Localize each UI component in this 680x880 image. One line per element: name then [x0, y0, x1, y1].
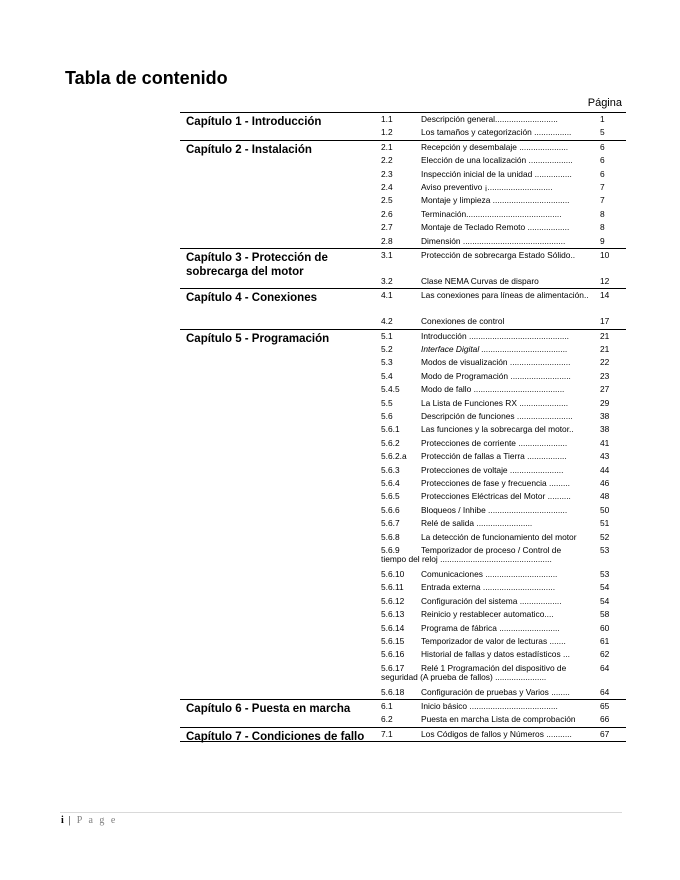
- entry-number: 2.2: [381, 155, 393, 166]
- entry-number: 5.6.16: [381, 649, 405, 660]
- entry-page: 53: [600, 544, 610, 555]
- entry-text: Clase NEMA Curvas de disparo: [421, 275, 539, 286]
- entry-number: 5.4: [381, 370, 393, 381]
- toc-chapter: [180, 140, 626, 248]
- entry-number: 2.8: [381, 235, 393, 246]
- entry-number: 6.2: [381, 714, 393, 725]
- entry-text: Las funciones y la sobrecarga del motor..: [421, 424, 574, 435]
- entry-text: Montaje de Teclado Remoto ..................: [421, 222, 570, 233]
- entry-page: 41: [600, 437, 610, 448]
- entry-text: Temporizador de valor de lecturas .......: [421, 635, 566, 646]
- toc-entry[interactable]: [180, 648, 626, 661]
- toc-entry[interactable]: [180, 154, 626, 167]
- entry-number: 5.6.9: [381, 544, 400, 555]
- entry-text: Elección de una localización ...................: [421, 155, 573, 166]
- entry-page: 12: [600, 275, 610, 286]
- entry-page: 6: [600, 168, 605, 179]
- toc-entry[interactable]: [180, 410, 626, 423]
- toc-entry[interactable]: [180, 531, 626, 544]
- entry-page: 62: [600, 649, 610, 660]
- entry-number: 2.3: [381, 168, 393, 179]
- toc-entry[interactable]: [180, 635, 626, 648]
- toc-entry[interactable]: [180, 686, 626, 699]
- entry-text: Entrada externa ...............................: [421, 582, 556, 593]
- toc-entry[interactable]: [180, 700, 626, 713]
- entry-text: Modo de fallo .......................................: [421, 384, 565, 395]
- toc-entry[interactable]: [180, 622, 626, 635]
- entry-text: Protecciones de corriente .....................: [421, 437, 568, 448]
- entry-page: 6: [600, 141, 605, 152]
- entry-text: Protecciones Eléctricas del Motor ..........: [421, 491, 571, 502]
- toc-entry[interactable]: [180, 423, 626, 436]
- entry-number: 2.6: [381, 208, 393, 219]
- toc-chapter: [180, 727, 626, 742]
- entry-number: 5.6.11: [381, 582, 404, 593]
- entry-number: 6.1: [381, 701, 393, 712]
- entry-page: 10: [600, 249, 610, 260]
- toc-entry[interactable]: [180, 608, 626, 621]
- page-column-header: Página: [587, 97, 622, 109]
- entry-text: Programa de fábrica ..........................: [421, 622, 560, 633]
- entry-text: Relé 1 Programación del dispositivo de: [421, 662, 567, 673]
- chapter-title[interactable]: Capítulo 7 - Condiciones de fallo: [186, 730, 365, 743]
- entry-text: La detección de funcionamiento del motor: [421, 531, 577, 542]
- toc-entry[interactable]: [180, 370, 626, 383]
- toc-entry[interactable]: [180, 330, 626, 343]
- entry-number: 4.2: [381, 316, 393, 327]
- page-footer: [61, 815, 117, 826]
- entry-text: Las conexiones para líneas de alimentación..: [421, 290, 589, 301]
- entry-text: Modo de Programación ..........................: [421, 370, 571, 381]
- entry-page: 54: [600, 582, 610, 593]
- entry-text: Montaje y limpieza .................................: [421, 195, 570, 206]
- toc-entry[interactable]: [180, 517, 626, 530]
- entry-number: 7.1: [381, 728, 393, 739]
- table-of-contents: [180, 112, 626, 742]
- entry-page: 6: [600, 155, 605, 166]
- toc-chapter: [180, 329, 626, 699]
- entry-page: 64: [600, 662, 610, 673]
- entry-text: Protección de fallas a Tierra .................: [421, 451, 567, 462]
- chapter-title[interactable]: Capítulo 4 - Conexiones: [186, 292, 317, 305]
- toc-entry[interactable]: [180, 464, 626, 477]
- toc-entry[interactable]: [180, 235, 626, 248]
- entry-page: 66: [600, 714, 610, 725]
- entry-text: Introducción ...........................................: [421, 330, 570, 341]
- entry-text: Inicio básico ......................................: [421, 701, 558, 712]
- entry-page: 51: [600, 518, 610, 529]
- entry-text: Puesta en marcha Lista de comprobación: [421, 714, 576, 725]
- entry-number: 5.6.2: [381, 437, 400, 448]
- toc-chapter: [180, 288, 626, 328]
- entry-number: 5.1: [381, 330, 393, 341]
- entry-text: Protecciones de voltaje .......................: [421, 464, 564, 475]
- entry-text: Terminación.........................................: [421, 208, 562, 219]
- entry-page: 38: [600, 411, 610, 422]
- toc-entry[interactable]: [180, 181, 626, 194]
- entry-number: 5.5: [381, 397, 393, 408]
- entry-number: 5.6.10: [381, 568, 405, 579]
- entry-page: 52: [600, 531, 610, 542]
- entry-text: Temporizador de proceso / Control de: [421, 544, 562, 555]
- entry-page: 38: [600, 424, 610, 435]
- entry-page: 5: [600, 127, 605, 138]
- entry-text: Protecciones de fase y frecuencia .........: [421, 477, 570, 488]
- entry-page: 67: [600, 728, 610, 739]
- entry-text: Comunicaciones ...............................: [421, 568, 558, 579]
- entry-text: Inspección inicial de la unidad ................: [421, 168, 572, 179]
- entry-text: Interface Digital .....................................: [421, 344, 568, 355]
- chapter-title[interactable]: Capítulo 6 - Puesta en marcha: [186, 703, 351, 716]
- entry-number: 5.4.5: [381, 384, 400, 395]
- footer-separator: |: [68, 815, 73, 826]
- entry-number: 5.6.3: [381, 464, 400, 475]
- entry-page: 1: [600, 114, 605, 124]
- toc-entry[interactable]: [180, 662, 626, 686]
- entry-page: 65: [600, 701, 610, 712]
- toc-entry[interactable]: [180, 208, 626, 221]
- entry-number: 5.6.6: [381, 504, 400, 515]
- entry-page: 23: [600, 370, 610, 381]
- toc-entry[interactable]: [180, 141, 626, 154]
- entry-number: 5.6: [381, 411, 393, 422]
- entry-page: 61: [600, 635, 610, 646]
- toc-entry[interactable]: [180, 113, 626, 126]
- entry-page: 29: [600, 397, 610, 408]
- chapter-title[interactable]: Capítulo 5 - Programación: [186, 332, 330, 345]
- entry-number: 3.2: [381, 275, 393, 286]
- entry-text: Dimensión ............................................: [421, 235, 566, 246]
- toc-entry[interactable]: [180, 568, 626, 581]
- toc-entry[interactable]: [180, 221, 626, 234]
- toc-chapter: [180, 112, 626, 140]
- entry-page: 46: [600, 477, 610, 488]
- toc-entry[interactable]: [180, 383, 626, 396]
- entry-number: 5.6.17: [381, 662, 405, 673]
- entry-page: 48: [600, 491, 610, 502]
- entry-number: 5.2: [381, 344, 393, 355]
- entry-page: 21: [600, 330, 610, 341]
- entry-number: 2.5: [381, 195, 393, 206]
- entry-text: La Lista de Funciones RX .....................: [421, 397, 569, 408]
- entry-number: 5.6.18: [381, 686, 405, 697]
- entry-text: Los Códigos de fallos y Números ...........: [421, 728, 572, 739]
- entry-text: Relé de salida ........................: [421, 518, 533, 529]
- toc-entry[interactable]: [180, 713, 626, 726]
- entry-text-continued: tiempo del reloj ................................................: [381, 553, 552, 564]
- footer-page-number: i: [61, 815, 64, 826]
- entry-text: Protección de sobrecarga Estado Sólido..: [421, 249, 576, 260]
- toc-chapter: [180, 699, 626, 727]
- entry-page: 21: [600, 344, 610, 355]
- entry-page: 53: [600, 568, 610, 579]
- entry-page: 58: [600, 609, 610, 620]
- entry-number: 5.6.1: [381, 424, 400, 435]
- chapter-title[interactable]: Capítulo 1 - Introducción: [186, 116, 322, 128]
- toc-entry[interactable]: [180, 397, 626, 410]
- entry-number: 5.6.12: [381, 595, 405, 606]
- entry-page: 8: [600, 222, 605, 233]
- entry-page: 50: [600, 504, 610, 515]
- entry-page: 9: [600, 235, 605, 246]
- entry-number: 5.6.2.a: [381, 451, 407, 462]
- entry-text: Historial de fallas y datos estadísticos ...: [421, 649, 570, 660]
- footer-page-word: P a g e: [76, 815, 118, 826]
- entry-number: 5.6.4: [381, 477, 400, 488]
- toc-entry[interactable]: [180, 168, 626, 181]
- entry-number: 2.4: [381, 181, 393, 192]
- toc-entry[interactable]: [180, 249, 626, 275]
- toc-entry[interactable]: [180, 595, 626, 608]
- entry-page: 44: [600, 464, 610, 475]
- entry-number: 2.7: [381, 222, 393, 233]
- entry-page: 8: [600, 208, 605, 219]
- entry-number: 1.2: [381, 127, 393, 138]
- toc-entry[interactable]: [180, 356, 626, 369]
- entry-page: 60: [600, 622, 610, 633]
- chapter-title[interactable]: Capítulo 3 - Protección de sobrecarga del motor: [186, 251, 328, 278]
- entry-number: 5.6.8: [381, 531, 400, 542]
- toc-entry[interactable]: [180, 504, 626, 517]
- toc-entry[interactable]: [180, 450, 626, 463]
- entry-text: Recepción y desembalaje .....................: [421, 141, 569, 152]
- entry-text: Configuración del sistema ..................: [421, 595, 562, 606]
- entry-number: 3.1: [381, 249, 393, 260]
- entry-text: Modos de visualización ..........................: [421, 357, 571, 368]
- entry-text: Descripción de funciones ........................: [421, 411, 573, 422]
- toc-entry[interactable]: [180, 126, 626, 139]
- toc-entry[interactable]: [180, 544, 626, 568]
- entry-number: 5.6.14: [381, 622, 405, 633]
- entry-text: Aviso preventivo ¡............................: [421, 181, 553, 192]
- entry-text: Configuración de pruebas y Varios ........: [421, 686, 570, 697]
- entry-page: 54: [600, 595, 610, 606]
- toc-entry[interactable]: [180, 581, 626, 594]
- entry-text: Reinicio y restablecer automatico....: [421, 609, 554, 620]
- footer-divider: [60, 812, 622, 813]
- entry-page: 17: [600, 316, 610, 327]
- entry-number: 5.6.5: [381, 491, 400, 502]
- toc-entry[interactable]: [180, 289, 626, 315]
- entry-number: 5.6.13: [381, 609, 405, 620]
- entry-page: 27: [600, 384, 610, 395]
- entry-number: 5.6.15: [381, 635, 405, 646]
- page-title: Tabla de contenido: [65, 68, 228, 88]
- entry-number: 4.1: [381, 290, 393, 301]
- entry-page: 14: [600, 290, 610, 301]
- toc-chapter: [180, 248, 626, 288]
- entry-text: Los tamaños y categorización ................: [421, 127, 572, 138]
- entry-number: 1.1: [381, 114, 393, 124]
- toc-entry[interactable]: [180, 343, 626, 356]
- entry-page: 64: [600, 686, 610, 697]
- toc-entry[interactable]: [180, 477, 626, 490]
- entry-number: 5.6.7: [381, 518, 400, 529]
- toc-entry[interactable]: [180, 315, 626, 328]
- toc-entry[interactable]: [180, 275, 626, 288]
- entry-page: 7: [600, 181, 605, 192]
- entry-number: 2.1: [381, 141, 393, 152]
- entry-text: Descripción general...........................: [421, 114, 558, 124]
- toc-entry[interactable]: [180, 490, 626, 503]
- toc-entry[interactable]: [180, 728, 626, 741]
- entry-number: 5.3: [381, 357, 393, 368]
- entry-page: 43: [600, 451, 610, 462]
- entry-text-continued: seguridad (A prueba de fallos) ......................: [381, 671, 547, 682]
- entry-text: Bloqueos / Inhibe ..................................: [421, 504, 568, 515]
- toc-entry[interactable]: [180, 437, 626, 450]
- entry-page: 7: [600, 195, 605, 206]
- chapter-title[interactable]: Capítulo 2 - Instalación: [186, 143, 312, 156]
- toc-entry[interactable]: [180, 194, 626, 207]
- entry-text: Conexiones de control: [421, 316, 505, 327]
- entry-page: 22: [600, 357, 610, 368]
